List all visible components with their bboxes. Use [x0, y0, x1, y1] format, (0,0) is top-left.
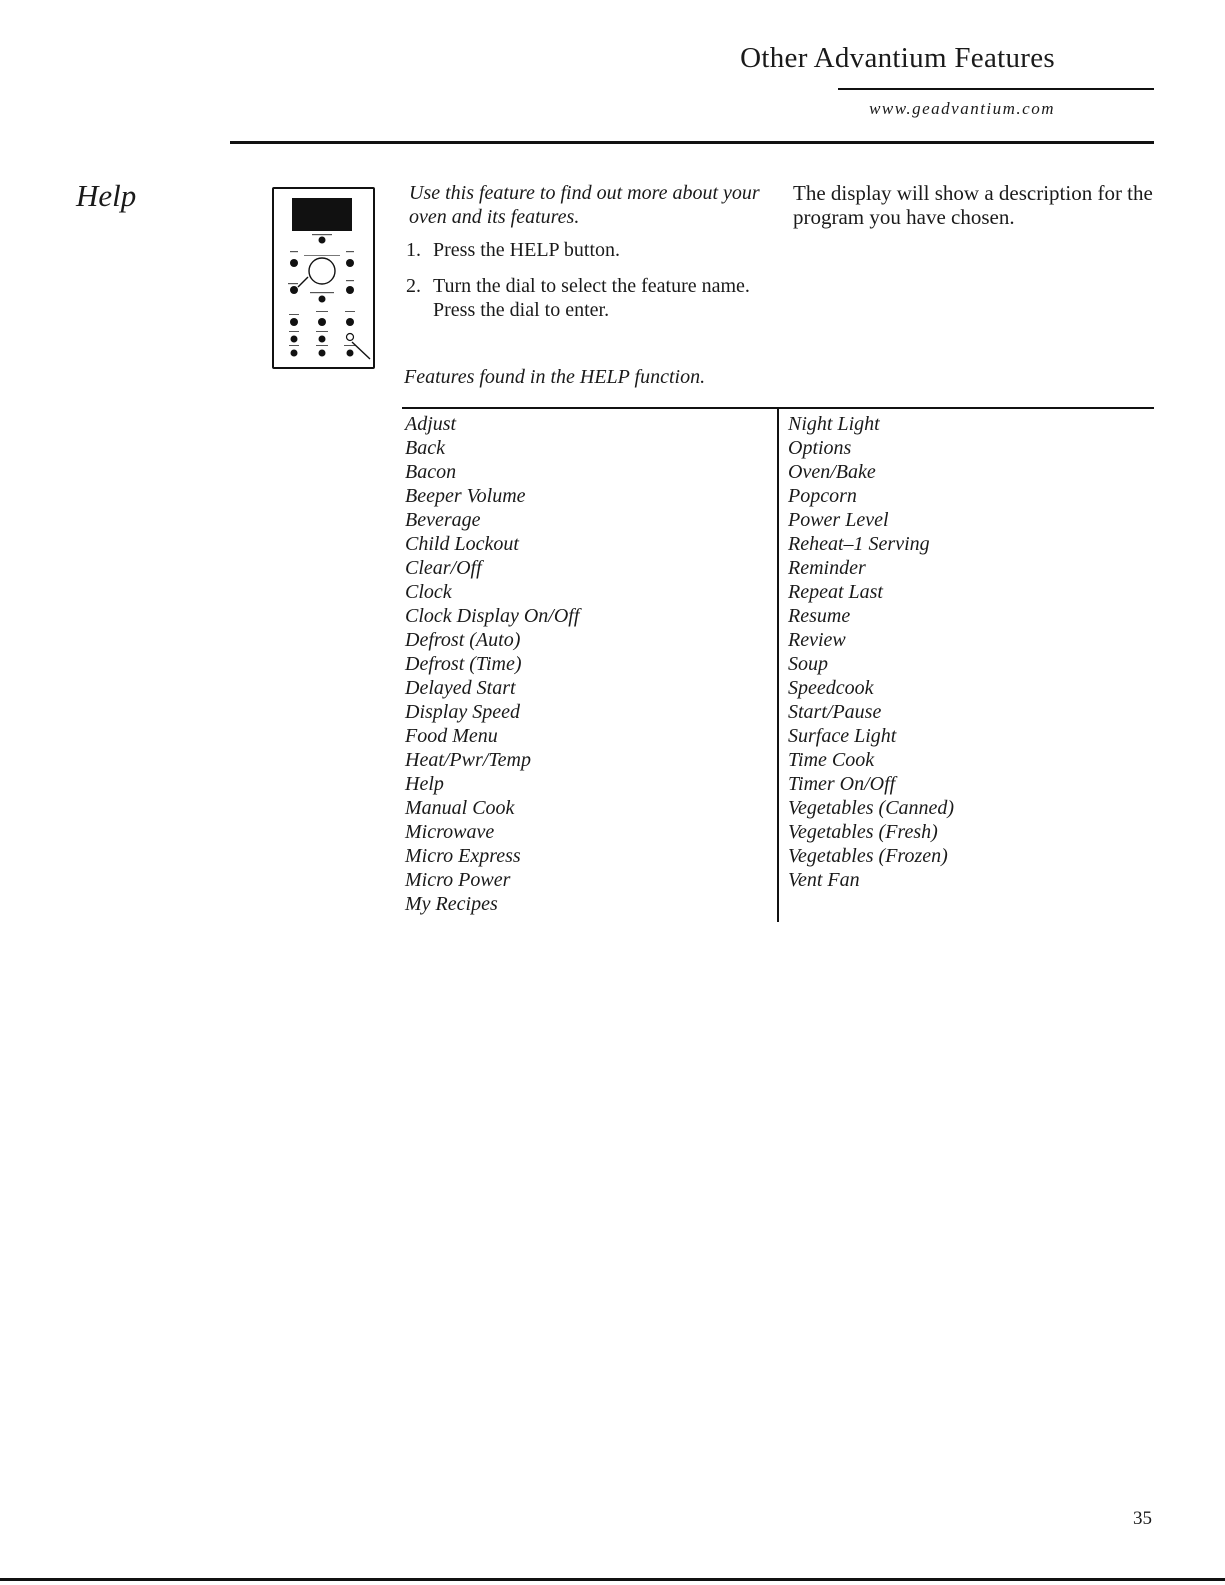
- feature-item: Heat/Pwr/Temp: [405, 749, 531, 771]
- feature-item: My Recipes: [405, 893, 498, 915]
- help-intro: Use this feature to find out more about your oven and its features.: [409, 182, 760, 228]
- feature-item: Popcorn: [788, 485, 857, 507]
- feature-item: Start/Pause: [788, 701, 882, 723]
- feature-item: Back: [405, 437, 445, 459]
- control-panel-icon: [274, 189, 373, 367]
- step-item: [406, 238, 776, 262]
- feature-item: Micro Express: [405, 845, 521, 867]
- feature-item: Defrost (Auto): [405, 629, 521, 651]
- page-number: 35: [1133, 1508, 1152, 1529]
- feature-item: Reminder: [788, 557, 866, 579]
- feature-item: Timer On/Off: [788, 773, 896, 795]
- feature-item: Night Light: [788, 413, 880, 435]
- step-number: 1.: [406, 239, 421, 261]
- features-list-right: [788, 412, 1153, 892]
- feature-item: Child Lockout: [405, 533, 519, 555]
- feature-item: Vegetables (Canned): [788, 797, 955, 819]
- feature-item: Defrost (Time): [405, 653, 522, 675]
- page-header-title: Other Advantium Features: [740, 42, 1055, 74]
- feature-item: Resume: [788, 605, 851, 627]
- display-note: The display will show a description for the program you have chosen.: [793, 181, 1153, 229]
- feature-item: Micro Power: [405, 869, 511, 891]
- feature-item: Reheat–1 Serving: [788, 533, 930, 555]
- feature-item: Help: [405, 773, 444, 795]
- step-item: [406, 274, 776, 322]
- section-divider: [230, 141, 1154, 144]
- step-text: Press the HELP button.: [433, 239, 621, 261]
- section-title: Help: [76, 178, 137, 213]
- feature-item: Clock Display On/Off: [405, 605, 580, 627]
- features-list-left: [405, 412, 770, 916]
- feature-item: Clock: [405, 581, 452, 603]
- feature-item: Adjust: [405, 413, 457, 435]
- feature-item: Beeper Volume: [405, 485, 526, 507]
- feature-item: Soup: [788, 653, 828, 675]
- feature-item: Repeat Last: [788, 581, 883, 603]
- feature-item: Vent Fan: [788, 869, 860, 891]
- feature-item: Speedcook: [788, 677, 874, 699]
- feature-item: Options: [788, 437, 852, 459]
- feature-item: Beverage: [405, 509, 481, 531]
- feature-item: Review: [788, 629, 846, 651]
- feature-item: Vegetables (Fresh): [788, 821, 938, 843]
- feature-item: Surface Light: [788, 725, 897, 747]
- feature-item: Oven/Bake: [788, 461, 876, 483]
- feature-item: Microwave: [405, 821, 495, 843]
- step-text: Turn the dial to select the feature name. Press the dial to enter.: [433, 275, 750, 321]
- feature-item: Bacon: [405, 461, 457, 483]
- header-url: www.geadvantium.com: [869, 99, 1055, 118]
- page-bottom-rule: [0, 1578, 1225, 1581]
- step-number: 2.: [406, 275, 421, 297]
- features-column-divider: [777, 408, 779, 922]
- feature-item: Power Level: [788, 509, 889, 531]
- feature-item: Food Menu: [405, 725, 498, 747]
- help-steps: [406, 238, 776, 334]
- header-rule: [838, 88, 1154, 90]
- feature-item: Time Cook: [788, 749, 875, 771]
- feature-item: Display Speed: [405, 701, 520, 723]
- feature-item: Delayed Start: [405, 677, 516, 699]
- feature-item: Clear/Off: [405, 557, 482, 579]
- feature-item: Vegetables (Frozen): [788, 845, 948, 867]
- feature-item: Manual Cook: [405, 797, 515, 819]
- features-caption: Features found in the HELP function.: [404, 366, 706, 388]
- control-panel-illustration: [272, 187, 375, 369]
